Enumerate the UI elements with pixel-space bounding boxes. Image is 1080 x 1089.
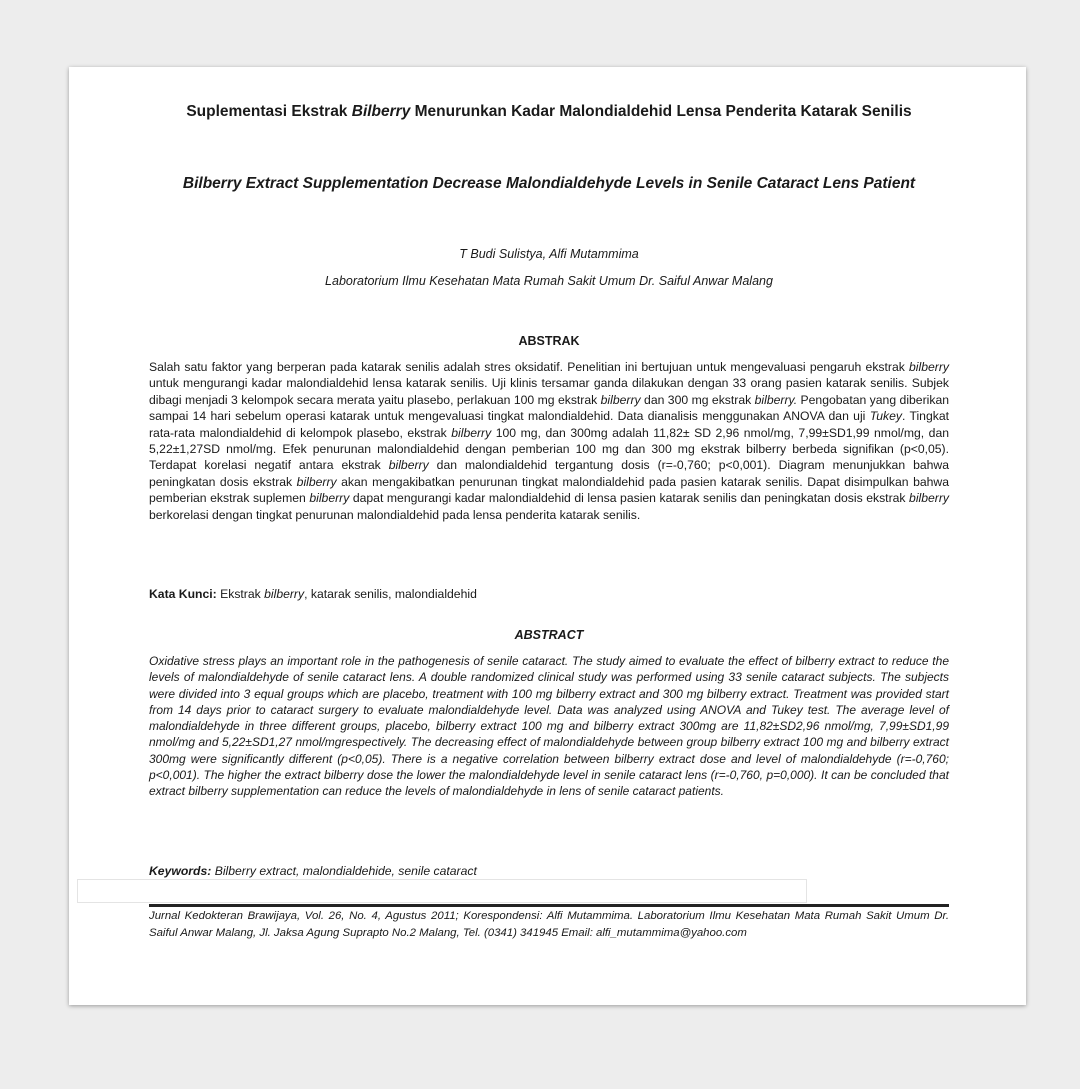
- kata-kunci-label: Kata Kunci:: [149, 587, 217, 601]
- footnote-divider: [149, 904, 949, 907]
- abstrak-body: Salah satu faktor yang berperan pada katarak senilis adalah stres oksidatif. Penelitian ini bertujuan untuk mengevaluasi pengaruh ekstrak bilberry untuk mengurangi kadar malondialdehid lensa katarak senilis. Uji klinis tersamar ganda dilakukan dengan 33 orang pasien katarak senilis. Subjek dibagi menjadi 3 kelompok secara merata yaitu plasebo, perlakuan 100 mg ekstrak bilberry dan 300 mg ekstrak bilberry. Pengobatan yang diberikan sampai 14 hari sebelum operasi katarak untuk mengevaluasi tingkat malondialdehid. Data dianalisis menggunakan ANOVA dan uji Tukey. Tingkat rata-rata malondialdehid di kelompok plasebo, ekstrak bilberry 100 mg, dan 300mg adalah 11,82± SD 2,96 nmol/mg, 7,99±SD1,99 nmol/mg, dan 5,22±1,27SD nmol/mg. Efek penurunan malondialdehid dengan pemberian 100 mg dan 300 mg ekstrak bilberry berbeda signifikan (p<0,05). Terdapat korelasi negatif antara ekstrak bilberry dan malondialdehid tergantung dosis (r=-0,760; p<0,001). Diagram menunjukkan bahwa peningkatan dosis ekstrak bilberry akan mengakibatkan penurunan tingkat malondialdehid pada pasien katarak senilis. Dapat disimpulkan bahwa pemberian ekstrak suplemen bilberry dapat mengurangi kadar malondialdehid di lensa pasien katarak senilis dan peningkatan dosis ekstrak bilberry berkorelasi dengan tingkat penurunan malondialdehid pada lensa penderita katarak senilis.: [149, 360, 950, 522]
- kata-kunci: Kata Kunci: Ekstrak bilberry, katarak senilis, malondialdehid: [149, 587, 477, 601]
- authors: T Budi Sulistya, Alfi Mutammima: [459, 247, 639, 261]
- keywords: Keywords: Bilberry extract, malondialdehide, senile cataract: [149, 864, 477, 878]
- abstrak-heading: ABSTRAK: [518, 334, 580, 348]
- affiliation: Laboratorium Ilmu Kesehatan Mata Rumah Sakit Umum Dr. Saiful Anwar Malang: [325, 274, 773, 288]
- abstract-heading: ABSTRACT: [514, 628, 584, 642]
- footnote: Jurnal Kedokteran Brawijaya, Vol. 26, No. 4, Agustus 2011; Korespondensi: Alfi Mutammima. Laboratorium Ilmu Kesehatan Mata Rumah Sakit Umum Dr. Saiful Anwar Malang, Jl. Jaksa Agung Suprapto No.2 Malang, Tel. (0341) 341945 Email: alfi_mutammima@yahoo.com: [149, 910, 949, 939]
- title-indonesian: Suplementasi Ekstrak Bilberry Menurunkan Kadar Malondialdehid Lensa Penderita Katarak Senilis: [186, 103, 912, 120]
- empty-text-box: [77, 879, 807, 903]
- title-english: Bilberry Extract Supplementation Decrease Malondialdehyde Levels in Senile Cataract Lens Patient: [182, 175, 916, 192]
- abstract-body: Oxidative stress plays an important role in the pathogenesis of senile cataract. The study aimed to evaluate the effect of bilberry extract to reduce the levels of malondialdehyde of senile cataract lens. A double randomized clinical study was performed using 33 senile cataract subjects. The subjects were divided into 3 equal groups which are placebo, treatment with 100 mg bilberry extract and 300 mg bilberry extract. Treatment was provided start from 14 days prior to cataract surgery to evaluate malondialdehyde level. Data was analyzed using ANOVA and Tukey test. The average level of malondialdehyde in three different groups, placebo, bilberry extract 100 mg and bilberry extract 300mg are 11,82±SD2,96 nmol/mg, 7,99±SD1,99 nmol/mg and 5,22±SD1,27 nmol/mgrespectively. The decreasing effect of malondialdehyde between group bilberry extract 100 mg and bilberry extract 300mg were significantly different (p<0,05). There is a negative correlation between bilberry extract dose and level of malondialdehyde (r=-0,760; p<0,001). The higher the extract bilberry dose the lower the malondialdehyde level in senile cataract lens (r=-0,760, p=0,000). It can be concluded that extract bilberry supplementation can reduce the levels of malondialdehyde in lens of senile cataract patients.: [149, 654, 949, 799]
- document-page: [69, 67, 1026, 1005]
- keywords-label: Keywords:: [149, 864, 212, 878]
